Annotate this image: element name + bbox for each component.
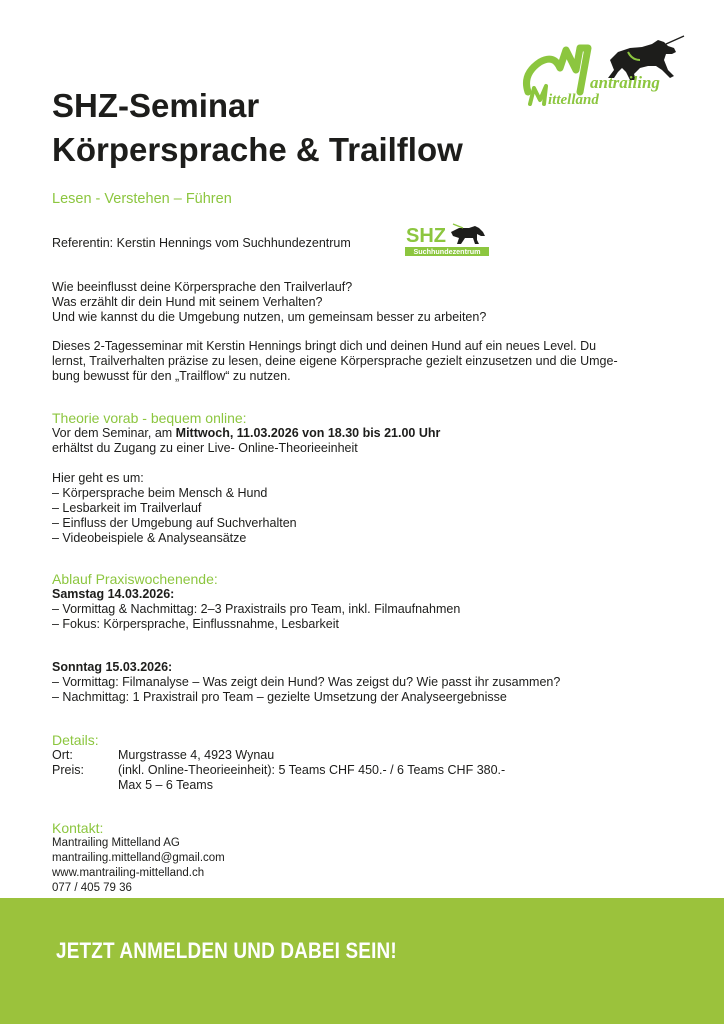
schedule-section (52, 571, 460, 632)
online-line-1 (52, 426, 440, 441)
details-heading: Details: (52, 732, 99, 748)
ort-label: Ort: (52, 748, 73, 762)
intro-line: Und wie kannst du die Umgebung nutzen, um gemeinsam besser zu arbeiten? (52, 310, 487, 324)
mantrailing-mittelland-logo (518, 30, 688, 108)
description-line: bung bewusst für den „Trailflow“ zu nutzen. (52, 369, 291, 383)
details-row-ort (52, 748, 505, 763)
subtitle: Lesen - Verstehen – Führen (52, 191, 232, 207)
shz-dog-icon (451, 226, 485, 244)
seminar-description (52, 339, 672, 384)
list-item: – Körpersprache beim Mensch & Hund (52, 486, 268, 500)
contact-email-link[interactable]: mantrailing.mittelland@gmail.com (52, 852, 225, 864)
contact-section (52, 820, 225, 896)
list-item: – Fokus: Körpersprache, Einflussnahme, Lesbarkeit (52, 617, 339, 631)
online-prefix: Vor dem Seminar, am (52, 426, 176, 440)
preis-value: (inkl. Online-Theorieeinheit): 5 Teams CHF 450.- / 6 Teams CHF 380.- (118, 763, 506, 777)
list-item: – Vormittag: Filmanalyse – Was zeigt dein Hund? Was zeigst du? Wie passt ihr zusammen? (52, 675, 561, 689)
list-item: – Vormittag & Nachmittag: 2–3 Praxistrails pro Team, inkl. Filmaufnahmen (52, 602, 461, 616)
list-item: – Videobeispiele & Analyseansätze (52, 531, 247, 545)
page-title (52, 84, 463, 172)
description-line: Dieses 2-Tagesseminar mit Kerstin Hennings bringt dich und deinen Hund auf ein neues Level. Du (52, 339, 597, 353)
logo-text-line2: ittelland (548, 92, 599, 108)
title-line-1: SHZ-Seminar (52, 87, 260, 124)
contact-phone[interactable]: 077 / 405 79 36 (52, 882, 132, 894)
ort-value: Murgstrasse 4, 4923 Wynau (118, 748, 275, 762)
intro-line: Was erzählt dir dein Hund mit seinem Verhalten? (52, 295, 323, 309)
logo-text-line1: antrailing (590, 73, 660, 92)
schedule-heading: Ablauf Praxiswochenende: (52, 571, 218, 587)
sunday-section (52, 660, 560, 705)
online-theory-section (52, 410, 440, 456)
online-date: Mittwoch, 11.03.2026 von 18.30 bis 21.00 Uhr (175, 426, 441, 440)
preis-label: Preis: (52, 763, 84, 777)
details-row-max (52, 778, 505, 793)
shz-letters: SHZ (406, 225, 446, 247)
contact-website-link[interactable]: www.mantrailing-mittelland.ch (52, 867, 205, 879)
list-item: – Nachmittag: 1 Praxistrail pro Team – gezielte Umsetzung der Analyseergebnisse (52, 690, 507, 704)
list-item: – Einfluss der Umgebung auf Suchverhalten (52, 516, 297, 530)
sunday-title: Sonntag 15.03.2026: (52, 660, 173, 674)
saturday-title: Samstag 14.03.2026: (52, 587, 175, 601)
max-teams-value: Max 5 – 6 Teams (118, 778, 213, 792)
contact-company: Mantrailing Mittelland AG (52, 837, 180, 849)
details-section (52, 732, 505, 793)
online-heading: Theorie vorab - bequem online: (52, 410, 247, 426)
speaker-line: Referentin: Kerstin Hennings vom Suchhundezentrum (52, 236, 351, 250)
online-line-2: erhältst du Zugang zu einer Live- Online-Theorieeinheit (52, 441, 358, 455)
list-item: – Lesbarkeit im Trailverlauf (52, 501, 202, 515)
contact-heading: Kontakt: (52, 820, 104, 836)
intro-questions (52, 280, 672, 325)
title-line-2: Körpersprache & Trailflow (52, 131, 463, 168)
topics-intro: Hier geht es um: (52, 471, 144, 485)
cta-text: JETZT ANMELDEN UND DABEI SEIN! (56, 938, 397, 963)
intro-line: Wie beeinflusst deine Körpersprache den Trailverlauf? (52, 280, 353, 294)
details-row-preis (52, 763, 505, 778)
topics-list (52, 471, 297, 546)
description-line: lernst, Trailverhalten präzise zu lesen, deine eigene Körpersprache gezielt einzusetzen und die Umge- (52, 354, 618, 368)
shz-caption: Suchhundezentrum (413, 247, 481, 256)
shz-logo (405, 220, 489, 256)
